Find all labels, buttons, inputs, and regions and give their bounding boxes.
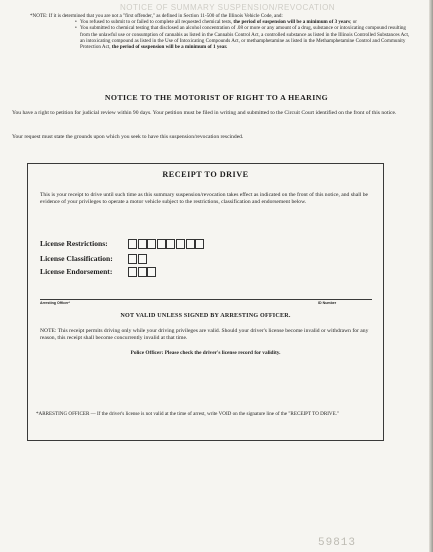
license-restrictions-boxes[interactable]: [128, 239, 205, 249]
arresting-officer-footnote: *ARRESTING OFFICER — If the driver's license is not valid at the time of arrest, write VOID on the signature line of the "RECEIPT TO DRIVE.": [36, 411, 340, 417]
first-offender-note: [30, 13, 410, 50]
license-endorsement-row: [40, 266, 157, 277]
restriction-box[interactable]: [147, 239, 156, 249]
officer-signature-line[interactable]: [40, 299, 372, 300]
not-valid-warning: NOT VALID UNLESS SIGNED BY ARRESTING OFFICER.: [120, 313, 291, 319]
id-number-label: ID Number: [318, 301, 337, 305]
license-classification-row: [40, 253, 147, 264]
police-officer-note: Police Officer: Please check the driver's license record for validity.: [130, 350, 281, 356]
bleed-through-heading: NOTICE OF SUMMARY SUSPENSION/REVOCATION: [120, 3, 336, 12]
note-item-refused: • You refused to submit to or failed to complete all requested chemical tests, the period of suspension will be a minimum of 3 years; or: [80, 19, 410, 25]
license-restrictions-row: [40, 238, 205, 249]
classification-box[interactable]: [138, 254, 147, 264]
restriction-box[interactable]: [128, 239, 137, 249]
hearing-title: NOTICE TO THE MOTORIST OF RIGHT TO A HEARING: [104, 93, 329, 102]
bleed-through-serial: 59813: [318, 537, 357, 549]
note-list: [30, 19, 410, 50]
license-endorsement-label: License Endorsement:: [40, 267, 113, 276]
receipt-title: RECEIPT TO DRIVE: [162, 170, 249, 179]
endorsement-box[interactable]: [138, 267, 147, 277]
restriction-box[interactable]: [157, 239, 166, 249]
license-classification-label: License Classification:: [40, 254, 113, 263]
restriction-box[interactable]: [138, 239, 147, 249]
page-edge-shadow: [429, 0, 433, 552]
classification-box[interactable]: [128, 254, 137, 264]
endorsement-box[interactable]: [147, 267, 156, 277]
receipt-validity-note: NOTE: This receipt permits driving only while your driving privileges are valid. Should your driver's license become invalid or withdrawn for any reason, this receipt shall become concurrently invalid at that time.: [40, 328, 369, 341]
hearing-paragraph-petition: You have a right to petition for judicial review within 90 days. Your petition must be filed in writing and submitted to the Circuit Court identified on the front of this notice.: [12, 110, 397, 116]
restriction-box[interactable]: [186, 239, 195, 249]
arresting-officer-label: Arresting Officer*: [40, 301, 70, 305]
license-endorsement-boxes[interactable]: [128, 267, 157, 277]
endorsement-box[interactable]: [128, 267, 137, 277]
license-classification-boxes[interactable]: [128, 254, 147, 264]
receipt-to-drive-box: [27, 163, 384, 441]
receipt-intro: This is your receipt to drive until such time as this summary suspension/revocation takes effect as indicated on the front of this notice, and shall be evidence of your privileges to operate a motor vehicle subject to the restrictions, classification and endorsement below.: [40, 192, 368, 205]
restriction-box[interactable]: [176, 239, 185, 249]
license-restrictions-label: License Restrictions:: [40, 239, 108, 248]
hearing-paragraph-grounds: Your request must state the grounds upon which you seek to have this suspension/revocation rescinded.: [12, 134, 244, 140]
restriction-box[interactable]: [166, 239, 175, 249]
note-item-tested: • You submitted to chemical testing that disclosed an alcohol concentration of .08 or more or any amount of a drug, substance or intoxicating compound resulting from the unlawful use or consumption of cannabis as listed in the Cannabis Control Act, a controlled substance as listed in the Illinois Controlled Substances Act, an intoxicating compound as listed in the Use of Intoxicating Compounds Act, or methamphetamine as listed in the Methamphetamine Control and Community Protection Act, the period of suspension will be a minimum of 1 year.: [80, 25, 410, 50]
restriction-box[interactable]: [195, 239, 204, 249]
note-lead: *NOTE: If it is determined that you are not a "first offender," as defined in Section 11-500 of the Illinois Vehicle Code, and:: [30, 13, 283, 19]
